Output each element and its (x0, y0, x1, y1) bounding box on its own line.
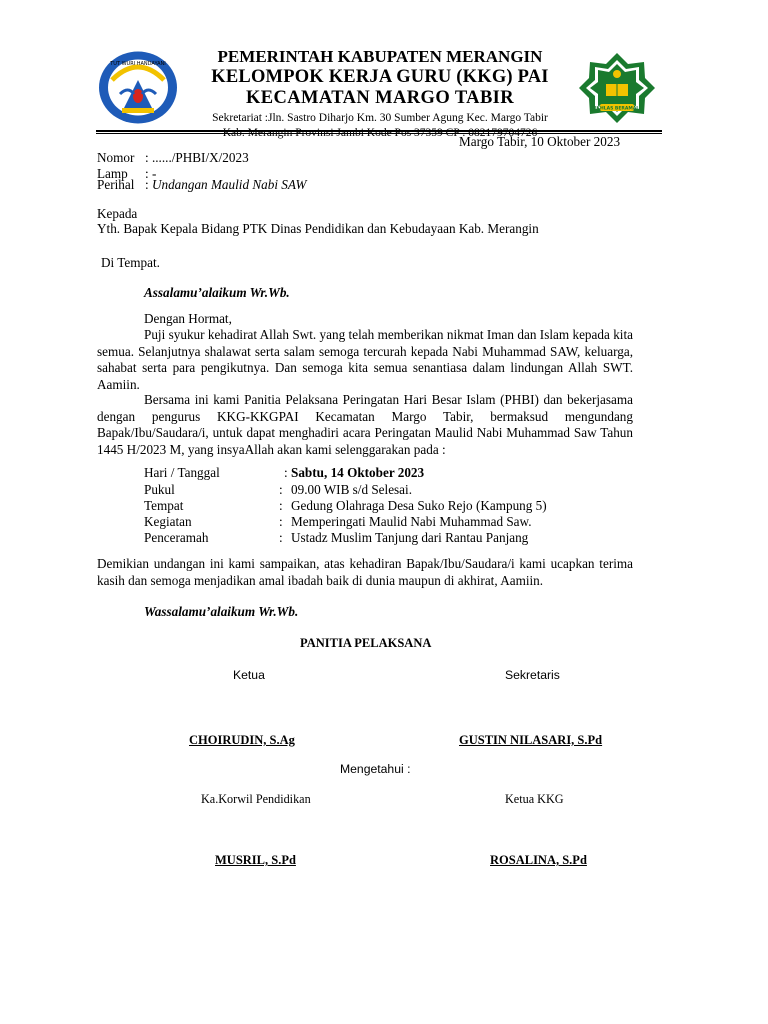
detail-value-place: Gedung Olahraga Desa Suko Rejo (Kampung 5) (291, 498, 547, 513)
nomor-value: : ....../PHBI/X/2023 (145, 150, 249, 165)
lamp-label: Lamp (97, 166, 128, 181)
committee-title: PANITIA PELAKSANA (300, 636, 432, 650)
letter-date: Margo Tabir, 10 Oktober 2023 (459, 134, 621, 149)
letterhead (190, 47, 570, 141)
svg-text:TUT WURI HANDAYANI: TUT WURI HANDAYANI (110, 61, 166, 67)
perihal-label: Perihal (97, 177, 135, 192)
detail-sep: : (279, 498, 283, 513)
perihal-line (145, 177, 306, 194)
sekretaris-title: Sekretaris (505, 668, 560, 682)
mengetahui-label: Mengetahui : (340, 762, 411, 776)
letterhead-address-line1: Sekretariat :Jln. Sastro Diharjo Km. 30 Sumber Agung Kec. Margo Tabir (212, 112, 548, 124)
ketua-kkg-title: Ketua KKG (505, 792, 564, 806)
svg-text:IKHLAS BERAMAL: IKHLAS BERAMAL (594, 106, 640, 112)
detail-sep: : (284, 465, 288, 480)
detail-value-activity: Memperingati Maulid Nabi Muhammad Saw. (291, 514, 532, 529)
detail-label-activity: Kegiatan (144, 514, 192, 529)
opening-greeting: Assalamu’alaikum Wr.Wb. (144, 285, 290, 300)
korwil-name: MUSRIL, S.Pd (215, 853, 296, 867)
letterhead-district: KECAMATAN MARGO TABIR (245, 88, 515, 108)
korwil-title: Ka.Korwil Pendidikan (201, 792, 311, 806)
detail-sep: : (279, 530, 283, 545)
detail-sep: : (279, 514, 283, 529)
detail-label-speaker: Penceramah (144, 530, 209, 545)
recipient-kepada: Kepada (97, 206, 138, 221)
salutation: Dengan Hormat, (144, 311, 232, 326)
lamp-value: : - (145, 166, 157, 181)
recipient-name: Yth. Bapak Kepala Bidang PTK Dinas Pendidikan dan Kebudayaan Kab. Merangin (97, 221, 539, 236)
tut-wuri-handayani-logo (98, 50, 178, 125)
detail-sep: : (279, 482, 283, 497)
detail-value-date: Sabtu, 14 Oktober 2023 (291, 465, 425, 480)
detail-value-time: 09.00 WIB s/d Selesai. (291, 482, 412, 497)
recipient-place: Di Tempat. (101, 255, 160, 270)
perihal-separator: : (145, 177, 152, 192)
paragraph-invitation: Bersama ini kami Panitia Pelaksana Peringatan Hari Besar Islam (PHBI) dan bekerjasama dengan pengurus KKG-KKGPAI Kecamatan Margo Tabir, bermaksud mengundang Bapak/Ibu/Saudara/i, untuk dapat menghadiri acara Peringatan Maulid Nabi Muhammad Saw Tahun 1445 H/2023 M, yang insyaAllah akan kami selenggarakan pada : (97, 392, 633, 457)
nomor-label: Nomor (97, 150, 135, 165)
letterhead-organization: KELOMPOK KERJA GURU (KKG) PAI (211, 67, 549, 87)
perihal-value: Undangan Maulid Nabi SAW (151, 177, 307, 192)
detail-label-time: Pukul (144, 482, 175, 497)
detail-value-speaker: Ustadz Muslim Tanjung dari Rantau Panjang (291, 530, 529, 545)
ketua-title: Ketua (233, 668, 265, 682)
ketua-kkg-name: ROSALINA, S.Pd (490, 853, 587, 867)
ketua-name: CHOIRUDIN, S.Ag (189, 733, 295, 747)
detail-label-place: Tempat (144, 498, 184, 513)
closing-greeting: Wassalamu’alaikum Wr.Wb. (144, 604, 299, 619)
detail-label-date: Hari / Tanggal (144, 465, 220, 480)
letterhead-government: PEMERINTAH KABUPATEN MERANGIN (217, 47, 543, 66)
paragraph-opening: Puji syukur kehadirat Allah Swt. yang telah memberikan nikmat Iman dan Islam kepada kita semua. Selanjutnya shalawat serta salam semoga tercurah kepada Nabi Muhammad SAW, keluarga, sahabat serta para pengikutnya. Dan semoga kita semua senantiasa dalam lindungan Allah SWT. Aamiin. (97, 327, 633, 392)
letterhead-rule-thick (96, 130, 662, 132)
paragraph-closing: Demikian undangan ini kami sampaikan, atas kehadiran Bapak/Ibu/Saudara/i kami ucapkan terima kasih dan semoga menjadikan amal ibadah baik di dunia maupun di akhirat, Aamiin. (97, 556, 633, 588)
kemenag-logo (578, 52, 656, 124)
sekretaris-name: GUSTIN NILASARI, S.Pd (459, 733, 603, 747)
